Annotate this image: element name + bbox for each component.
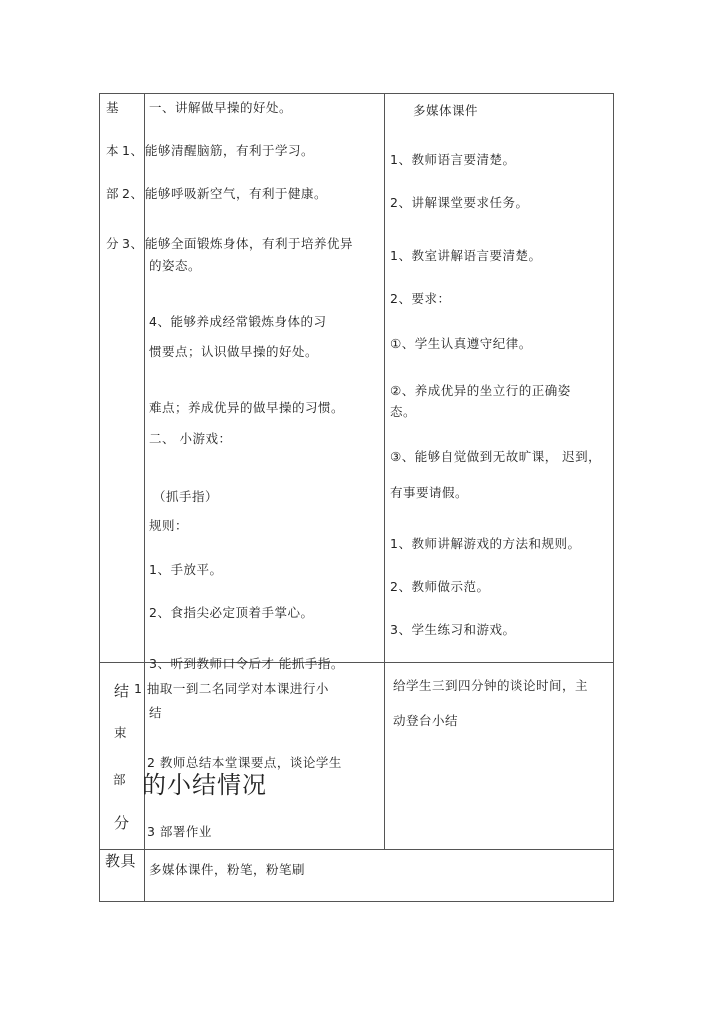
content-line: 一、讲解做早操的好处。 [149, 100, 293, 115]
method-line: 有事要请假。 [390, 485, 469, 500]
content-line: 3 部署作业 [147, 824, 212, 839]
tools-label: 教具 [105, 852, 137, 870]
content-line: （抓手指） [153, 489, 219, 504]
method-line: 2、教师做示范。 [390, 579, 490, 594]
row-number: 2、 [122, 186, 144, 201]
content-line: 1、手放平。 [149, 562, 223, 577]
content-line: 结 [149, 705, 163, 720]
tools-content: 多媒体课件，粉笔，粉笔刷 [149, 862, 306, 877]
ending-label-char: 束 [114, 725, 128, 740]
row-number: 1、 [122, 143, 144, 158]
basic-label-char: 部 [106, 186, 120, 201]
basic-label-char: 基 [106, 100, 120, 115]
table-border-right [613, 93, 614, 902]
ending-label-char: 结 [114, 682, 130, 700]
method-line: 2、要求： [390, 291, 451, 306]
content-line: 惯要点；认识做早操的好处。 [149, 344, 319, 359]
method-line: 多媒体课件 [413, 103, 479, 118]
table-border-left [99, 93, 100, 902]
method-line: 动登台小结 [393, 713, 459, 728]
row-number: 3、 [122, 236, 144, 251]
content-line: 能够清醒脑筋，有利于学习。 [145, 143, 315, 158]
content-line: 的姿态。 [149, 258, 202, 273]
method-line: 给学生三到四分钟的谈论时间，主 [393, 678, 589, 693]
method-line: ①、学生认真遵守纪律。 [390, 336, 532, 351]
ending-label-char: 分 [114, 814, 130, 832]
method-line: 1、教室讲解语言要清楚。 [390, 248, 542, 263]
method-line: 1、教师语言要清楚。 [390, 152, 516, 167]
ending-label-char: 部 [113, 772, 127, 787]
content-line: 规则： [149, 518, 189, 533]
method-line: ③、能够自觉做到无故旷课， 迟到， [390, 449, 602, 464]
table-border-bottom [99, 901, 614, 902]
content-line: 2 教师总结本堂课要点，谈论学生 [147, 755, 342, 770]
content-line: 能够呼吸新空气，有利于健康。 [145, 186, 328, 201]
basic-label-char: 本 [106, 143, 120, 158]
content-line: 4、能够养成经常锻炼身体的习 [149, 314, 327, 329]
method-line: 2、讲解课堂要求任务。 [390, 195, 529, 210]
basic-label-char: 分 [106, 236, 120, 251]
content-line: 难点；养成优异的做早操的习惯。 [149, 400, 345, 415]
content-line-large: 的小结情况 [142, 771, 267, 799]
content-line: 2、食指尖必定顶着手掌心。 [149, 605, 314, 620]
content-line: 能够全面锻炼身体，有利于培养优异 [145, 236, 354, 251]
column-divider-methods [384, 93, 385, 850]
method-line: 3、学生练习和游戏。 [390, 622, 516, 637]
content-line: 二、 小游戏： [149, 431, 232, 446]
content-line: 1 抽取一到二名同学对本课进行小 [134, 681, 329, 696]
method-line: 1、教师讲解游戏的方法和规则。 [390, 536, 581, 551]
row-divider-tools [99, 849, 614, 850]
table-border-top [99, 93, 614, 94]
method-line: ②、养成优异的坐立行的正确姿 [390, 383, 571, 398]
method-line: 态。 [390, 404, 417, 419]
content-line: 3、听到教师口令后才 能抓手指。 [149, 656, 344, 671]
